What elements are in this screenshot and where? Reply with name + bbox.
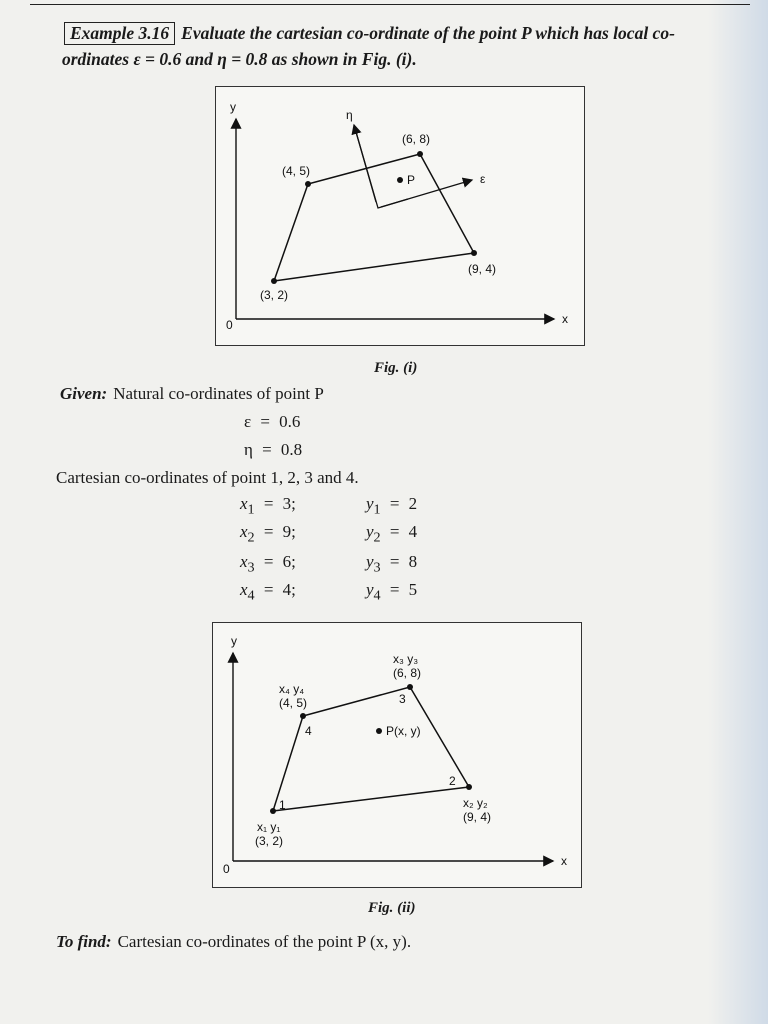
fig2-caption: Fig. (ii) — [368, 900, 416, 916]
fig2-point-p-label: P(x, y) — [386, 724, 421, 738]
x4-sub: 4 — [247, 587, 255, 604]
figure-1 — [215, 86, 585, 346]
y1-symbol: y — [366, 494, 374, 513]
example-label: Example 3.16 — [64, 22, 175, 45]
page-edge-shadow — [708, 0, 768, 1024]
coord-row-3: $x_3 = 6$; — [240, 552, 296, 576]
x1-symbol: x — [240, 494, 248, 513]
fig1-eta-axis — [354, 125, 376, 202]
y3-symbol: y — [366, 552, 374, 571]
y1-value: 2 — [408, 494, 418, 513]
eps-symbol: ε — [244, 412, 252, 431]
given-text: Natural co-ordinates of point P — [113, 384, 324, 403]
fig1-label-v2: (9, 4) — [468, 262, 497, 276]
fig2-origin: 0 — [223, 862, 230, 876]
fig2-node-2 — [466, 784, 472, 790]
x4-value: 4; — [282, 580, 296, 599]
to-find-text: Cartesian co-ordinates of the point P (x, y). — [117, 932, 412, 951]
y2-value: 4 — [408, 522, 418, 541]
fig1-origin: 0 — [226, 318, 233, 332]
y3-sub: 3 — [373, 559, 381, 576]
fig2-node-4-vars: x₄ y₄ — [279, 682, 305, 696]
y2-symbol: y — [366, 522, 374, 541]
fig1-eta-label: η — [346, 108, 353, 122]
figure-2 — [212, 622, 582, 888]
fig1-point-p — [397, 177, 403, 183]
y4-value: 5 — [408, 580, 418, 599]
coord-row-4: $x_4 = 4$; — [240, 580, 296, 604]
fig1-x-label: x — [562, 312, 568, 326]
fig1-label-v1: (3, 2) — [260, 288, 289, 302]
fig2-x-label: x — [561, 854, 567, 868]
y4-sub: 4 — [373, 587, 381, 604]
coord-row-2-y: $y_2 = 4$ — [366, 522, 418, 546]
x2-value: 9; — [282, 522, 296, 541]
coord-row-3-y: $y_3 = 8$ — [366, 552, 418, 576]
fig1-eps-label: ε — [480, 172, 486, 186]
to-find-label: To find: — [56, 932, 112, 951]
fig2-node-1 — [270, 808, 276, 814]
coord-row-1-y: $y_1 = 2$ — [366, 494, 418, 518]
given-line — [60, 384, 324, 404]
x3-sub: 3 — [247, 559, 255, 576]
coord-row-1: $x_1 = 3$; — [240, 494, 296, 518]
fig2-node-2-vars: x₂ y₂ — [463, 796, 488, 810]
coord-row-2: $x_2 = 9$; — [240, 522, 296, 546]
eps-equation: ε = 0.6 — [244, 412, 301, 431]
y3-value: 8 — [408, 552, 418, 571]
fig2-node-3 — [407, 684, 413, 690]
x2-symbol: x — [240, 522, 248, 541]
x1-sub: 1 — [247, 501, 255, 518]
x4-symbol: x — [240, 580, 248, 599]
fig1-caption: Fig. (i) — [374, 360, 418, 376]
fig2-node-4-num: 4 — [305, 724, 312, 738]
top-rule — [30, 4, 750, 5]
to-find-line — [56, 932, 411, 952]
given-label: Given: — [60, 384, 108, 403]
fig2-node-2-num: 2 — [449, 774, 456, 788]
fig1-label-v4: (4, 5) — [282, 164, 311, 178]
statement-line2: ordinates ε = 0.6 and η = 0.8 as shown in Fig. (i). — [62, 49, 417, 69]
fig1-vertex-1 — [271, 278, 277, 284]
fig1-local-frame — [354, 125, 408, 208]
statement-line1: Evaluate the cartesian co-ordinate of the point P which has local co- — [181, 23, 675, 43]
x1-value: 3; — [282, 494, 296, 513]
fig2-node-4-coord: (4, 5) — [279, 696, 308, 710]
cartesian-text: Cartesian co-ordinates of point 1, 2, 3 and 4. — [56, 468, 359, 487]
y4-symbol: y — [366, 580, 374, 599]
fig2-y-label: y — [231, 634, 237, 648]
x3-symbol: x — [240, 552, 248, 571]
fig2-node-3-vars: x₃ y₃ — [393, 652, 419, 666]
eps-value: 0.6 — [279, 412, 301, 431]
fig1-label-v3: (6, 8) — [402, 132, 431, 146]
y1-sub: 1 — [373, 501, 381, 518]
fig2-node-1-vars: x₁ y₁ — [257, 820, 281, 834]
figure-1-svg — [216, 87, 584, 345]
figure-2-svg — [213, 623, 581, 887]
coord-row-4-y: $y_4 = 5$ — [366, 580, 418, 604]
fig2-point-p — [376, 728, 382, 734]
fig2-node-1-num: 1 — [279, 798, 286, 812]
y2-sub: 2 — [373, 529, 381, 546]
x3-value: 6; — [282, 552, 296, 571]
eta-value: 0.8 — [280, 440, 303, 459]
fig1-vertex-3 — [417, 151, 423, 157]
x2-sub: 2 — [247, 529, 255, 546]
fig1-point-p-label: P — [407, 173, 416, 187]
example-heading — [64, 20, 764, 72]
fig1-vertex-2 — [471, 250, 477, 256]
fig1-vertex-4 — [305, 181, 311, 187]
eta-symbol: η — [244, 440, 253, 459]
fig1-eps-axis — [381, 180, 472, 207]
eta-equation: η = 0.8 — [244, 440, 303, 459]
fig2-node-3-coord: (6, 8) — [393, 666, 422, 680]
fig2-node-1-coord: (3, 2) — [255, 834, 284, 848]
fig2-node-4 — [300, 713, 306, 719]
fig2-node-3-num: 3 — [399, 692, 406, 706]
fig1-y-label: y — [230, 100, 236, 114]
fig2-node-2-coord: (9, 4) — [463, 810, 492, 824]
